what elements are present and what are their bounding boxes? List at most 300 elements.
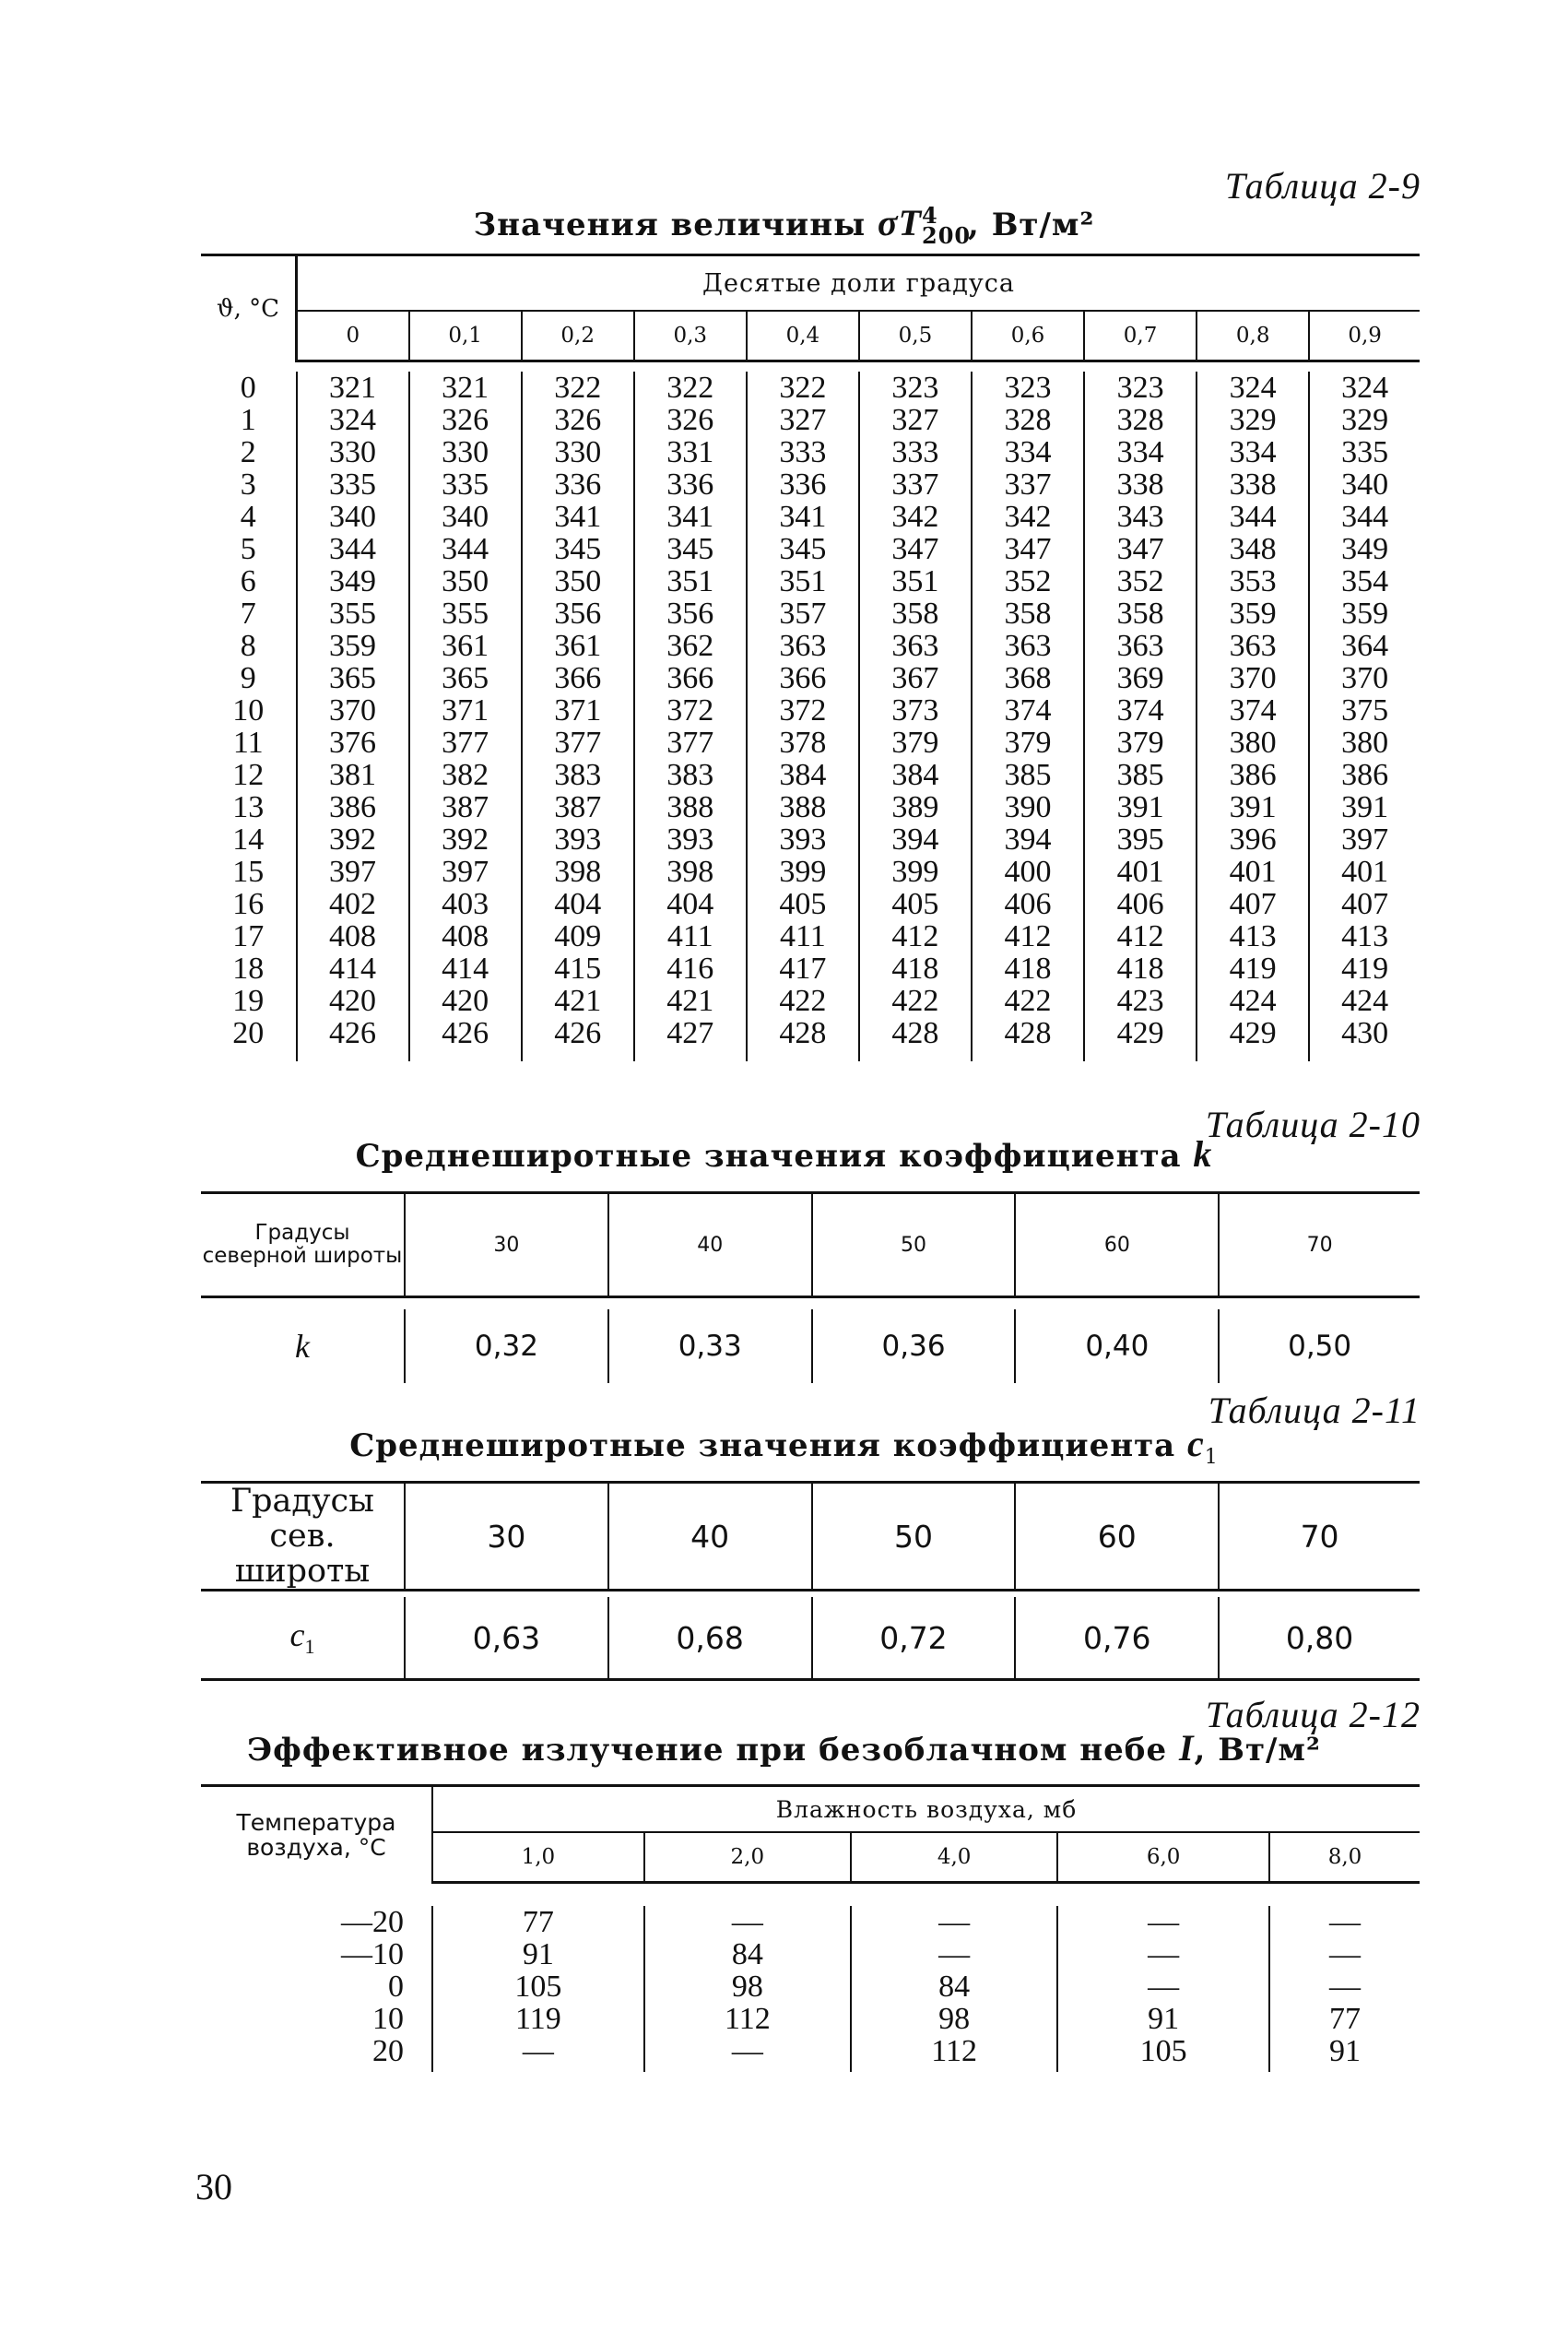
value-cell: 349 (297, 565, 409, 598)
value-cell: 344 (409, 533, 522, 565)
table-row (201, 985, 1420, 1017)
table-row (201, 823, 1420, 856)
value-cell: 391 (1084, 791, 1197, 823)
value-cell: 399 (859, 856, 972, 888)
value-cell: 337 (859, 468, 972, 501)
value-cell: 352 (1084, 565, 1197, 598)
value-cell: 407 (1309, 888, 1420, 920)
value-cell: 388 (747, 791, 859, 823)
value-cell: 350 (409, 565, 522, 598)
value-cell: 98 (851, 2003, 1057, 2035)
value-cell: 428 (859, 1017, 972, 1061)
value-cell: 84 (851, 1970, 1057, 2003)
value-cell: 387 (409, 791, 522, 823)
value-cell: 351 (634, 565, 747, 598)
row-temperature: 9 (240, 661, 256, 695)
value-cell: 404 (522, 888, 634, 920)
value-cell: 363 (859, 630, 972, 662)
value-cell: 417 (747, 953, 859, 985)
value-cell: 0,76 (1015, 1597, 1219, 1680)
page-number: 30 (195, 2166, 232, 2207)
value-cell: 421 (634, 985, 747, 1017)
value-cell: 338 (1197, 468, 1309, 501)
value-cell: 363 (747, 630, 859, 662)
header-humidity: Влажность воздуха, мб (432, 1786, 1420, 1833)
row-temperature: 5 (240, 532, 256, 566)
table-row (201, 2035, 1420, 2072)
subheader-tenth: 0,2 (522, 311, 634, 361)
title-text: Среднеширотные значения коэффициента (349, 1427, 1176, 1464)
title-units: , Вт/м² (968, 207, 1095, 243)
row-temperature: 4 (240, 500, 256, 534)
value-cell: 357 (747, 598, 859, 630)
value-cell: 365 (409, 662, 522, 694)
table-row (201, 436, 1420, 468)
value-cell: 386 (1197, 759, 1309, 791)
table-row (201, 953, 1420, 985)
value-cell: 345 (634, 533, 747, 565)
value-cell: 112 (644, 2003, 851, 2035)
table-row (201, 565, 1420, 598)
value-cell: 0,72 (812, 1597, 1016, 1680)
table-row (201, 856, 1420, 888)
value-cell: 374 (972, 694, 1084, 727)
title-superscript: 4 (922, 202, 938, 229)
value-cell: 378 (747, 727, 859, 759)
value-cell: 341 (747, 501, 859, 533)
value-cell: 421 (522, 985, 634, 1017)
value-cell: 341 (634, 501, 747, 533)
value-cell: 334 (1084, 436, 1197, 468)
value-cell: 424 (1309, 985, 1420, 1017)
row-temperature: 1 (240, 403, 256, 437)
value-cell: 419 (1197, 953, 1309, 985)
value-cell: 370 (1309, 662, 1420, 694)
value-cell: 322 (522, 372, 634, 404)
subheader-humidity: 2,0 (644, 1832, 851, 1883)
value-cell: 370 (1197, 662, 1309, 694)
column-latitude: 30 (405, 1193, 608, 1297)
value-cell: 326 (634, 404, 747, 436)
table-2-9-label: Таблица 2-9 (1224, 165, 1421, 207)
value-cell: 352 (972, 565, 1084, 598)
value-cell: 363 (972, 630, 1084, 662)
value-cell: 333 (859, 436, 972, 468)
row-temperature: 0 (388, 1970, 404, 2004)
row-temperature: 20 (232, 1016, 265, 1050)
value-cell: 377 (634, 727, 747, 759)
value-cell: 394 (859, 823, 972, 856)
value-cell: 359 (1197, 598, 1309, 630)
value-cell: 394 (972, 823, 1084, 856)
value-cell: 384 (859, 759, 972, 791)
column-latitude: 70 (1219, 1483, 1420, 1591)
table-row (201, 372, 1420, 404)
subheader-humidity: 1,0 (432, 1832, 644, 1883)
value-cell: 408 (297, 920, 409, 953)
value-cell: 405 (747, 888, 859, 920)
value-cell: 355 (297, 598, 409, 630)
value-cell: 77 (1269, 2003, 1420, 2035)
table-2-9-title (0, 201, 1568, 249)
table-2-12 (201, 1784, 1420, 2072)
table-row (201, 1938, 1420, 1970)
value-cell: 340 (297, 501, 409, 533)
table-row (201, 468, 1420, 501)
row-temperature: 20 (372, 2034, 404, 2068)
value-cell: 391 (1309, 791, 1420, 823)
value-cell: 411 (747, 920, 859, 953)
value-cell: 356 (522, 598, 634, 630)
value-cell: 372 (747, 694, 859, 727)
row-temperature: 10 (372, 2002, 404, 2036)
value-cell: 359 (297, 630, 409, 662)
value-cell: 344 (1309, 501, 1420, 533)
value-cell: 415 (522, 953, 634, 985)
value-cell: — (644, 1906, 851, 1938)
value-cell: 344 (1197, 501, 1309, 533)
value-cell: 343 (1084, 501, 1197, 533)
value-cell: 330 (297, 436, 409, 468)
value-cell: 401 (1309, 856, 1420, 888)
value-cell: 422 (747, 985, 859, 1017)
column-latitude: 60 (1015, 1483, 1219, 1591)
value-cell: 389 (859, 791, 972, 823)
row-temperature: 19 (232, 984, 265, 1018)
value-cell: — (644, 2035, 851, 2072)
row-temperature: —10 (341, 1937, 404, 1971)
value-cell: 379 (972, 727, 1084, 759)
value-cell: 91 (1057, 2003, 1269, 2035)
value-cell: — (1269, 1970, 1420, 2003)
value-cell: 430 (1309, 1017, 1420, 1061)
row-temperature: —20 (341, 1905, 404, 1939)
value-cell: 418 (859, 953, 972, 985)
value-cell: 377 (409, 727, 522, 759)
value-cell: 327 (859, 404, 972, 436)
row-label-k: k (295, 1328, 310, 1365)
table-2-11 (201, 1481, 1420, 1681)
value-cell: 370 (297, 694, 409, 727)
row-temperature: 6 (240, 564, 256, 598)
value-cell: 336 (522, 468, 634, 501)
table-row (201, 1906, 1420, 1938)
table-row (201, 694, 1420, 727)
value-cell: 330 (409, 436, 522, 468)
value-cell: 420 (297, 985, 409, 1017)
value-cell: 382 (409, 759, 522, 791)
subheader-tenth: 0,5 (859, 311, 972, 361)
table-2-11-title (0, 1422, 1568, 1469)
header-latitude: Градусы сев. широты (201, 1483, 405, 1591)
value-cell: 392 (297, 823, 409, 856)
subheader-tenth: 0,8 (1197, 311, 1309, 361)
value-cell: 353 (1197, 565, 1309, 598)
value-cell: 401 (1197, 856, 1309, 888)
value-cell: 383 (522, 759, 634, 791)
value-cell: 413 (1309, 920, 1420, 953)
value-cell: — (432, 2035, 644, 2072)
value-cell: 340 (409, 501, 522, 533)
value-cell: 367 (859, 662, 972, 694)
row-temperature: 17 (232, 919, 265, 953)
value-cell: 77 (432, 1906, 644, 1938)
value-cell: 323 (859, 372, 972, 404)
value-cell: 322 (747, 372, 859, 404)
title-units: , Вт/м² (1194, 1732, 1321, 1769)
value-cell: — (1057, 1906, 1269, 1938)
value-cell: 426 (297, 1017, 409, 1061)
table-2-11-label: Таблица 2-11 (1208, 1390, 1421, 1431)
value-cell: 414 (409, 953, 522, 985)
value-cell: 84 (644, 1938, 851, 1970)
value-cell: 321 (297, 372, 409, 404)
value-cell: 336 (747, 468, 859, 501)
subheader-tenth: 0,1 (409, 311, 522, 361)
value-cell: 369 (1084, 662, 1197, 694)
row-temperature: 11 (232, 726, 264, 760)
value-cell: 359 (1309, 598, 1420, 630)
value-cell: 329 (1197, 404, 1309, 436)
value-cell: 422 (859, 985, 972, 1017)
subheader-humidity: 8,0 (1269, 1832, 1420, 1883)
value-cell: 418 (972, 953, 1084, 985)
value-cell: 326 (409, 404, 522, 436)
subheader-tenth: 0 (297, 311, 409, 361)
value-cell: — (1057, 1938, 1269, 1970)
header-latitude: Градусы северной широты (201, 1193, 405, 1297)
value-cell: 379 (1084, 727, 1197, 759)
value-cell: 350 (522, 565, 634, 598)
value-cell: 324 (297, 404, 409, 436)
value-cell: 398 (522, 856, 634, 888)
value-cell: 413 (1197, 920, 1309, 953)
row-temperature: 8 (240, 629, 256, 663)
value-cell: 361 (522, 630, 634, 662)
row-temperature: 0 (240, 371, 256, 405)
value-cell: 418 (1084, 953, 1197, 985)
value-cell: 335 (297, 468, 409, 501)
value-cell: 347 (859, 533, 972, 565)
value-cell: 322 (634, 372, 747, 404)
value-cell: 328 (1084, 404, 1197, 436)
value-cell: 105 (1057, 2035, 1269, 2072)
value-cell: 393 (522, 823, 634, 856)
value-cell: 0,33 (608, 1309, 812, 1383)
value-cell: 419 (1309, 953, 1420, 985)
value-cell: 327 (747, 404, 859, 436)
value-cell: 393 (747, 823, 859, 856)
column-latitude: 60 (1015, 1193, 1219, 1297)
column-latitude: 50 (812, 1483, 1016, 1591)
value-cell: 426 (522, 1017, 634, 1061)
column-latitude: 30 (405, 1483, 608, 1591)
value-cell: 371 (409, 694, 522, 727)
value-cell: 423 (1084, 985, 1197, 1017)
title-symbol: k (1193, 1133, 1213, 1175)
value-cell: 351 (859, 565, 972, 598)
value-cell: 323 (1084, 372, 1197, 404)
value-cell: 398 (634, 856, 747, 888)
table-row (201, 1970, 1420, 2003)
value-cell: 0,50 (1219, 1309, 1420, 1383)
title-symbol-subscript: 1 (1204, 1445, 1219, 1469)
table-2-12-title (0, 1726, 1568, 1769)
value-cell: 377 (522, 727, 634, 759)
value-cell: 407 (1197, 888, 1309, 920)
value-cell: 358 (1084, 598, 1197, 630)
subheader-tenth: 0,4 (747, 311, 859, 361)
value-cell: 412 (859, 920, 972, 953)
row-temperature: 15 (232, 855, 265, 889)
value-cell: 363 (1084, 630, 1197, 662)
value-cell: 98 (644, 1970, 851, 2003)
value-cell: 396 (1197, 823, 1309, 856)
value-cell: 429 (1084, 1017, 1197, 1061)
table-row (201, 759, 1420, 791)
value-cell: 392 (409, 823, 522, 856)
row-temperature: 2 (240, 435, 256, 469)
title-subscript: 200 (922, 222, 972, 249)
value-cell: 351 (747, 565, 859, 598)
header-air-temperature: Температура воздуха, °С (201, 1786, 432, 1883)
table-row (201, 533, 1420, 565)
table-2-12-label: Таблица 2-12 (1205, 1694, 1421, 1735)
value-cell: — (1057, 1970, 1269, 2003)
title-text: Среднеширотные значения коэффициента (355, 1138, 1182, 1175)
value-cell: 375 (1309, 694, 1420, 727)
value-cell: 328 (972, 404, 1084, 436)
value-cell: 323 (972, 372, 1084, 404)
value-cell: 119 (432, 2003, 644, 2035)
value-cell: 384 (747, 759, 859, 791)
row-temperature: 16 (232, 887, 265, 921)
value-cell: 0,68 (608, 1597, 812, 1680)
row-temperature: 10 (232, 693, 265, 728)
value-cell: 0,32 (405, 1309, 608, 1383)
value-cell: 395 (1084, 823, 1197, 856)
value-cell: 411 (634, 920, 747, 953)
table-row (201, 501, 1420, 533)
value-cell: 331 (634, 436, 747, 468)
value-cell: 373 (859, 694, 972, 727)
value-cell: 416 (634, 953, 747, 985)
value-cell: 338 (1084, 468, 1197, 501)
value-cell: 408 (409, 920, 522, 953)
value-cell: 409 (522, 920, 634, 953)
title-sigma: σ (878, 202, 899, 243)
value-cell: 321 (409, 372, 522, 404)
column-latitude: 50 (812, 1193, 1016, 1297)
table-row (201, 727, 1420, 759)
table-row (201, 662, 1420, 694)
value-cell: 424 (1197, 985, 1309, 1017)
value-cell: 342 (859, 501, 972, 533)
value-cell: 333 (747, 436, 859, 468)
subheader-humidity: 6,0 (1057, 1832, 1269, 1883)
value-cell: 0,63 (405, 1597, 608, 1680)
table-row (201, 791, 1420, 823)
value-cell: 368 (972, 662, 1084, 694)
value-cell: 361 (409, 630, 522, 662)
table-row (201, 1017, 1420, 1061)
value-cell: 91 (432, 1938, 644, 1970)
subheader-tenth: 0,7 (1084, 311, 1197, 361)
value-cell: 356 (634, 598, 747, 630)
value-cell: 363 (1197, 630, 1309, 662)
value-cell: 381 (297, 759, 409, 791)
value-cell: 397 (1309, 823, 1420, 856)
column-latitude: 40 (608, 1483, 812, 1591)
value-cell: 334 (972, 436, 1084, 468)
value-cell: 406 (972, 888, 1084, 920)
column-latitude: 40 (608, 1193, 812, 1297)
value-cell: 345 (747, 533, 859, 565)
value-cell: 401 (1084, 856, 1197, 888)
value-cell: 0,80 (1219, 1597, 1420, 1680)
value-cell: 390 (972, 791, 1084, 823)
value-cell: 412 (972, 920, 1084, 953)
value-cell: 358 (859, 598, 972, 630)
value-cell: 349 (1309, 533, 1420, 565)
value-cell: 383 (634, 759, 747, 791)
row-temperature: 3 (240, 467, 256, 502)
value-cell: — (1269, 1906, 1420, 1938)
row-temperature: 12 (232, 758, 265, 792)
title-symbol: I (1178, 1727, 1195, 1769)
table-row (201, 404, 1420, 436)
value-cell: 393 (634, 823, 747, 856)
value-cell: 0,36 (812, 1309, 1016, 1383)
title-text: Эффективное излучение при безоблачном небе (247, 1732, 1168, 1769)
value-cell: 358 (972, 598, 1084, 630)
value-cell: 337 (972, 468, 1084, 501)
value-cell: 400 (972, 856, 1084, 888)
subheader-tenth: 0,9 (1309, 311, 1420, 361)
row-label-subscript: 1 (304, 1635, 315, 1659)
value-cell: 347 (972, 533, 1084, 565)
value-cell: 380 (1197, 727, 1309, 759)
column-latitude: 70 (1219, 1193, 1420, 1297)
value-cell: 374 (1084, 694, 1197, 727)
value-cell: 344 (297, 533, 409, 565)
value-cell: 342 (972, 501, 1084, 533)
value-cell: 429 (1197, 1017, 1309, 1061)
subheader-tenth: 0,6 (972, 311, 1084, 361)
header-temperature: ϑ, °С (201, 255, 297, 361)
value-cell: 403 (409, 888, 522, 920)
value-cell: 385 (972, 759, 1084, 791)
value-cell: 428 (747, 1017, 859, 1061)
value-cell: 380 (1309, 727, 1420, 759)
value-cell: 387 (522, 791, 634, 823)
value-cell: 402 (297, 888, 409, 920)
value-cell: — (1269, 1938, 1420, 1970)
table-row (201, 630, 1420, 662)
row-temperature: 13 (232, 790, 265, 824)
value-cell: 405 (859, 888, 972, 920)
value-cell: 386 (1309, 759, 1420, 791)
row-temperature: 14 (232, 822, 265, 857)
table-row (201, 920, 1420, 953)
value-cell: 391 (1197, 791, 1309, 823)
value-cell: 427 (634, 1017, 747, 1061)
value-cell: 348 (1197, 533, 1309, 565)
value-cell: 371 (522, 694, 634, 727)
value-cell: 324 (1309, 372, 1420, 404)
title-T: T (898, 202, 923, 243)
table-2-9 (201, 254, 1420, 1061)
